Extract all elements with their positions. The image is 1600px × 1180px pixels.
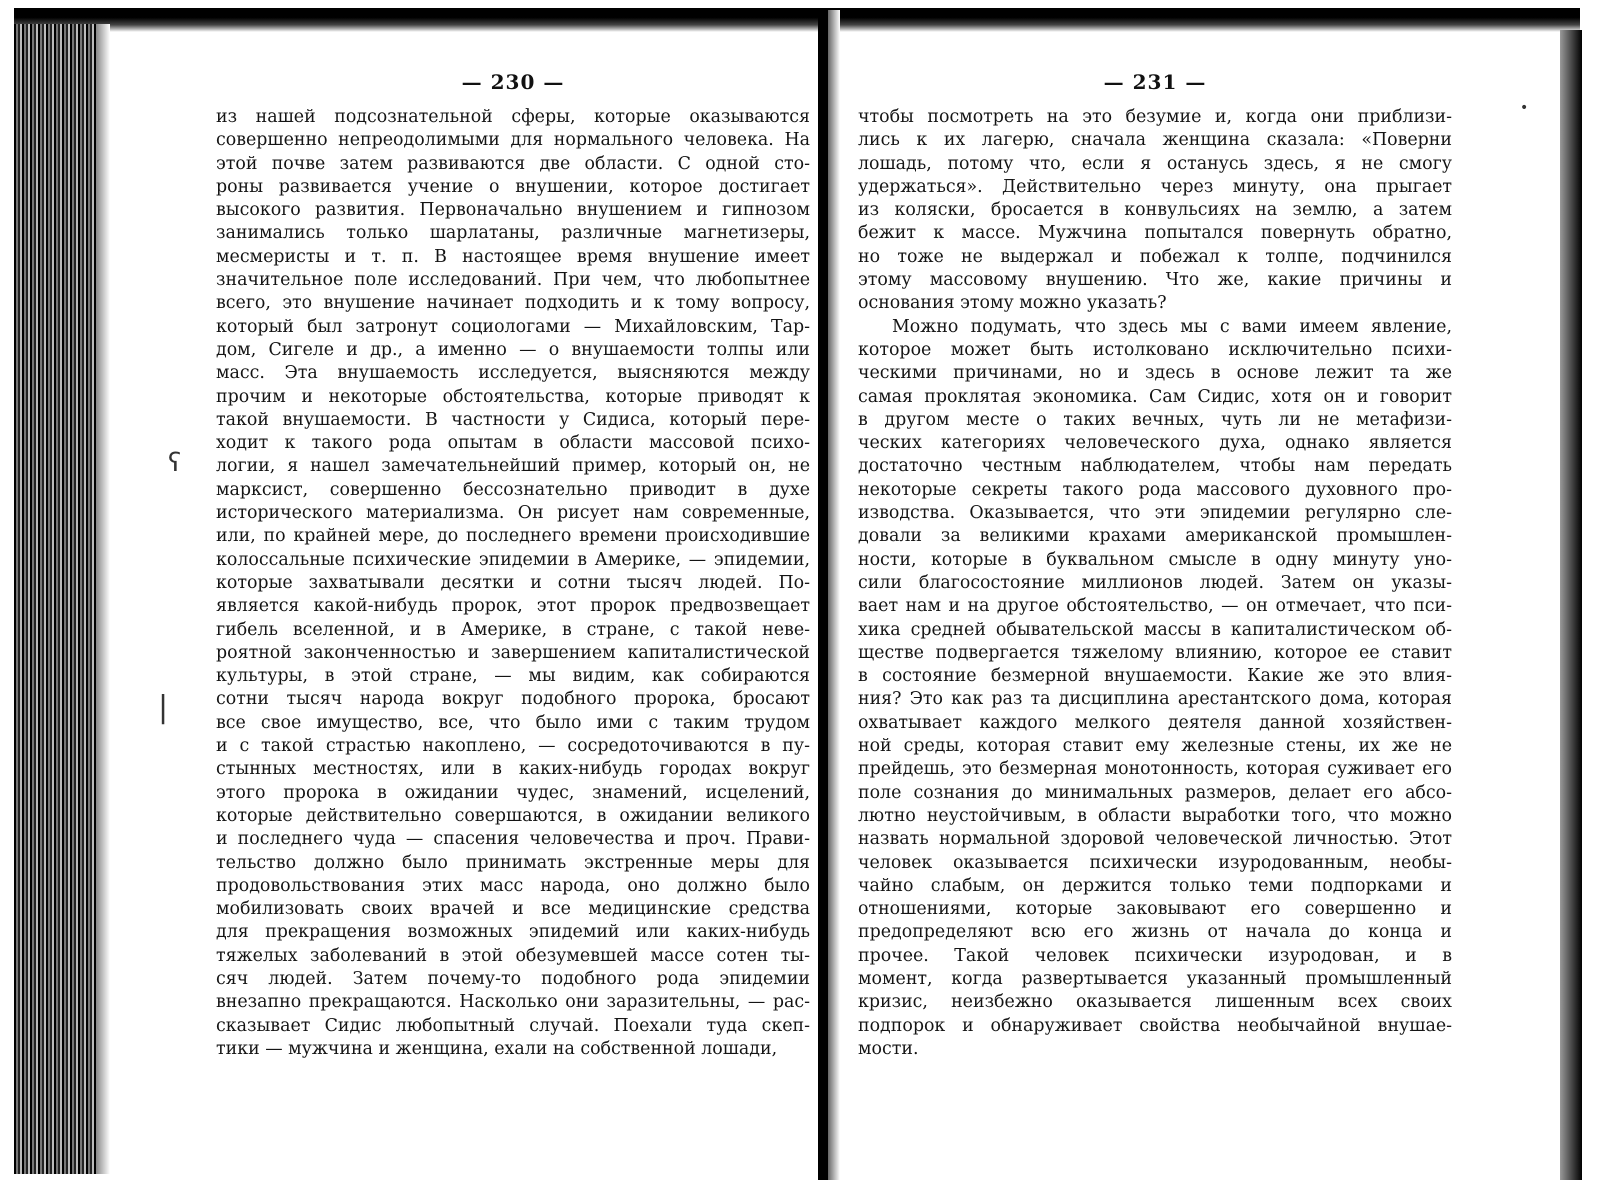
text-line: предопределяют всю его жизнь от начала до конца и [858,922,1452,943]
text-line: колоссальные психические эпидемии в Америке, — эпидемии, [216,549,810,570]
text-line: для прекращения возможных эпидемий или каких-нибудь [216,922,810,943]
text-line: совершенно непреодолимыми для нормального человека. На [216,130,810,151]
text-line: чтобы посмотреть на это безумие и, когда они приблизи- [858,107,1452,127]
text-line: из нашей подсознательной сферы, которые оказываются [216,107,810,127]
text-line: удержаться». Действительно через минуту, она прыгает [858,176,1452,197]
text-line: ходит к такого рода опытам в области массовой психо- [216,433,810,454]
text-line: масс. Эта внушаемость исследуется, выясняются между [216,363,810,384]
text-line: сотни тысяч народа вокруг подобного пророка, бросают [216,689,810,710]
text-line: бежит к массе. Мужчина попытался повернуть обратно, [858,223,1452,244]
text-line: все свое имущество, все, что было ими с таким трудом [216,712,810,733]
text-line: марксист, совершенно бессознательно приводит в духе [216,479,810,500]
right-page-number: — 231 — [1103,70,1207,94]
right-page-text [858,106,1452,1061]
text-line: и с такой страстью накоплено, — сосредоточиваются в пу- [216,736,810,757]
text-line: Можно подумать, что здесь мы с вами имеем явление, [892,316,1452,337]
text-line: человек оказывается психически изуродованным, необы- [858,852,1452,873]
text-line: всего, это внушение начинает подходить и к тому вопросу, [216,293,810,314]
text-line: гибель вселенной, и в Америке, в стране, с такой неве- [216,619,810,640]
text-line: чайно слабым, он держится только теми подпорками и [858,875,1452,896]
text-line: стынных местностях, или в каких-нибудь городах вокруг [216,759,810,780]
text-line: и последнего чуда — спасения человечества и проч. Прави- [216,829,810,850]
text-line: тики — мужчина и женщина, ехали на собственной лошади, [216,1038,778,1059]
text-line: сказывает Сидис любопытный случай. Поехали туда скеп- [216,1015,810,1036]
text-line: прочим и некоторые обстоятельства, которые приводят к [216,386,810,407]
text-line: подпорок и обнаруживает свойства необычайной внушае- [858,1015,1452,1036]
text-line: ческих категориях человеческого духа, однако является [858,433,1452,454]
book-left-edge-fade [96,24,110,1174]
text-line: внезапно прекращаются. Насколько они заразительны, — рас- [216,992,810,1013]
book-gutter [818,10,828,1180]
text-line: логии, я нашел замечательнейший пример, который он, не [216,456,810,477]
text-line: прейдешь, это безмерная монотонность, которая суживает его [858,759,1452,780]
book-gutter-shade [828,10,840,1180]
text-line: охватывает каждого мелкого деятеля данной хозяйствен- [858,712,1452,733]
text-line: ной среды, которая ставит ему железные стены, их же не [858,736,1452,757]
margin-dot-mark: • [1520,100,1529,116]
text-line: тельство должно было принимать экстренные меры для [216,852,810,873]
margin-squiggle-mark: ʕ [168,448,182,478]
text-line: изводства. Оказывается, что эти эпидемии регулярно сле- [858,503,1452,524]
scan-top-shadow [14,8,1580,32]
text-line: в состояние безмерной внушаемости. Какие же это влия- [858,666,1452,687]
text-line: сили благосостояние миллионов людей. Затем он указы- [858,572,1452,593]
text-line: ния? Это как раз та дисциплина арестантского дома, которая [858,689,1452,710]
text-line: прочее. Такой человек психически изуродован, и в [858,945,1452,966]
text-line: которые действительно совершаются, в ожидании великого [216,805,810,826]
text-line: некоторые секреты такого рода массового духовного про- [858,479,1452,500]
text-line: которые захватывали десятки и сотни тысяч людей. По- [216,572,810,593]
text-line: исторического материализма. Он рисует нам современные, [216,503,810,524]
text-line: которое может быть истолковано исключительно психи- [858,339,1452,360]
left-page-number: — 230 — [461,70,565,94]
margin-tick-mark: | [158,690,169,725]
text-line: поле сознания до минимальных размеров, делает его абсо- [858,782,1452,803]
text-line: из коляски, бросается в конвульсиях на землю, а затем [858,200,1452,221]
right-page [858,70,1452,1061]
text-line: занимались только шарлатаны, различные магнетизеры, [216,223,810,244]
text-line: момент, когда развертывается указанный промышленный [858,968,1452,989]
text-line: является какой-нибудь пророк, этот пророк предвозвещает [216,596,810,617]
text-line: этого пророка в ожидании чудес, знамений, исцелений, [216,782,810,803]
book-right-edge [1560,30,1582,1180]
text-line: сяч людей. Затем почему-то подобного рода эпидемии [216,968,810,989]
text-line: достаточно честным наблюдателем, чтобы нам передать [858,456,1452,477]
left-page [216,70,810,1061]
text-line: лись к их лагерю, сначала женщина сказала: «Поверни [858,130,1452,151]
text-line: самая проклятая экономика. Сам Сидис, хотя он и говорит [858,386,1452,407]
text-line: роятной законченностью и завершением капиталистической [216,642,810,663]
text-line: значительное поле исследований. При чем, что любопытнее [216,270,810,291]
text-line: ческими причинами, но и здесь в основе лежит та же [858,363,1452,384]
text-line: месмеристы и т. п. В настоящее время внушение имеет [216,246,810,267]
text-line: роны развивается учение о внушении, которое достигает [216,176,810,197]
text-line: или, по крайней мере, до последнего времени происходившие [216,526,810,547]
text-line: лошадь, потому что, если я останусь здесь, я не смогу [858,153,1452,174]
text-line: лютно неустойчивым, в области выработки того, что можно [858,805,1452,826]
text-line: тяжелых заболеваний в этой обезумевшей массе сотен ты- [216,945,810,966]
left-page-text [216,106,810,1061]
text-line: в другом месте о таких вечных, чуть ли не метафизи- [858,409,1452,430]
text-line: этой почве затем развиваются две области. С одной сто- [216,153,810,174]
text-line: хика средней обывательской массы в капиталистическом об- [858,619,1452,640]
text-line: высокого развития. Первоначально внушением и гипнозом [216,200,810,221]
text-line: отношениями, которые заковывают его совершенно и [858,899,1452,920]
text-line: ности, которые в буквальном смысле в одну минуту уно- [858,549,1452,570]
text-line: вает нам и на другое обстоятельство, — он отмечает, что пси- [858,596,1452,617]
text-line: довали за великими крахами американской промышлен- [858,526,1452,547]
text-line: но тоже не выдержал и побежал к толпе, подчинился [858,246,1452,267]
text-line: культуры, в этой стране, — мы видим, как собираются [216,666,810,687]
text-line: ществе подвергается тяжелому влиянию, которое ее ставит [858,642,1452,663]
text-line: дом, Сигеле и др., а именно — о внушаемости толпы или [216,339,810,360]
text-line: продовольствования этих масс народа, оно должно было [216,875,810,896]
book-left-edge [14,24,100,1174]
text-line: кризис, неизбежно оказывается лишенным всех своих [858,992,1452,1013]
text-line: основания этому можно указать? [858,293,1167,314]
text-line: который был затронут социологами — Михайловским, Тар- [216,316,810,337]
text-line: мобилизовать своих врачей и все медицинские средства [216,899,810,920]
text-line: такой внушаемости. В частности у Сидиса, который пере- [216,409,810,430]
text-line: этому массовому внушению. Что же, какие причины и [858,270,1452,291]
text-line: мости. [858,1038,919,1059]
text-line: назвать нормальной здоровой человеческой личностью. Этот [858,829,1452,850]
